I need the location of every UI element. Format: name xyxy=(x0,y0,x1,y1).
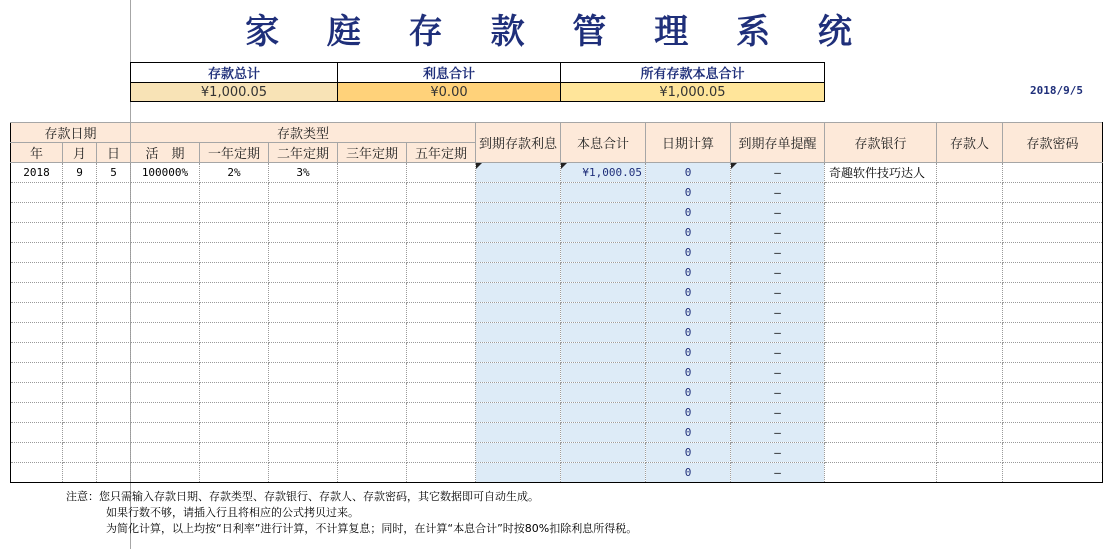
cell-5y[interactable] xyxy=(407,443,476,463)
cell-password[interactable] xyxy=(1003,363,1103,383)
cell-5y[interactable] xyxy=(407,183,476,203)
cell-3y[interactable] xyxy=(338,303,407,323)
header-days: 日期计算 xyxy=(646,123,731,163)
cell-total[interactable] xyxy=(561,463,646,483)
cell-1y[interactable] xyxy=(200,303,269,323)
header-year: 年 xyxy=(11,143,63,163)
cell-day[interactable] xyxy=(97,383,131,403)
cell-interest[interactable] xyxy=(476,383,561,403)
cell-2y[interactable] xyxy=(269,243,338,263)
cell-total[interactable] xyxy=(561,323,646,343)
cell-year[interactable] xyxy=(11,283,63,303)
cell-person[interactable] xyxy=(937,383,1003,403)
cell-interest[interactable] xyxy=(476,463,561,483)
cell-month[interactable] xyxy=(63,403,97,423)
cell-total[interactable] xyxy=(561,363,646,383)
cell-current[interactable] xyxy=(131,323,200,343)
cell-bank[interactable] xyxy=(825,303,937,323)
cell-2y[interactable] xyxy=(269,223,338,243)
cell-reminder[interactable]: – xyxy=(731,223,825,243)
table-row xyxy=(11,303,1103,323)
cell-bank[interactable] xyxy=(825,463,937,483)
cell-day[interactable] xyxy=(97,283,131,303)
cell-days[interactable]: 0 xyxy=(646,363,731,383)
table-row xyxy=(11,163,1103,183)
cell-day[interactable] xyxy=(97,203,131,223)
table-row xyxy=(11,423,1103,443)
cell-total[interactable] xyxy=(561,243,646,263)
cell-1y[interactable]: 2% xyxy=(200,163,269,183)
cell-current[interactable] xyxy=(131,383,200,403)
cell-password[interactable] xyxy=(1003,403,1103,423)
cell-2y[interactable] xyxy=(269,203,338,223)
cell-5y[interactable] xyxy=(407,343,476,363)
header-total: 本息合计 xyxy=(561,123,646,163)
cell-interest[interactable] xyxy=(476,283,561,303)
cell-day[interactable] xyxy=(97,403,131,423)
cell-5y[interactable] xyxy=(407,323,476,343)
cell-password[interactable] xyxy=(1003,323,1103,343)
cell-day[interactable] xyxy=(97,463,131,483)
cell-2y[interactable] xyxy=(269,303,338,323)
table-row xyxy=(11,223,1103,243)
cell-day[interactable] xyxy=(97,443,131,463)
cell-1y[interactable] xyxy=(200,423,269,443)
cell-month[interactable] xyxy=(63,243,97,263)
cell-person[interactable] xyxy=(937,183,1003,203)
cell-reminder[interactable]: – xyxy=(731,243,825,263)
cell-5y[interactable] xyxy=(407,243,476,263)
table-row xyxy=(11,383,1103,403)
cell-3y[interactable] xyxy=(338,383,407,403)
cell-2y[interactable] xyxy=(269,403,338,423)
cell-days[interactable]: 0 xyxy=(646,323,731,343)
cell-current[interactable] xyxy=(131,423,200,443)
cell-interest[interactable] xyxy=(476,243,561,263)
cell-year[interactable] xyxy=(11,203,63,223)
summary-value-interest-total[interactable]: ¥0.00 xyxy=(338,83,561,102)
cell-month[interactable] xyxy=(63,443,97,463)
cell-interest[interactable] xyxy=(476,323,561,343)
cell-year[interactable] xyxy=(11,363,63,383)
cell-1y[interactable] xyxy=(200,343,269,363)
cell-5y[interactable] xyxy=(407,303,476,323)
cell-1y[interactable] xyxy=(200,203,269,223)
header-reminder: 到期存单提醒 xyxy=(731,123,825,163)
cell-month[interactable] xyxy=(63,303,97,323)
summary-table xyxy=(130,62,825,102)
table-row xyxy=(11,463,1103,483)
cell-password[interactable] xyxy=(1003,263,1103,283)
cell-month[interactable] xyxy=(63,283,97,303)
header-1y: 一年定期 xyxy=(200,143,269,163)
cell-total[interactable] xyxy=(561,203,646,223)
cell-5y[interactable] xyxy=(407,263,476,283)
header-current: 活 期 xyxy=(131,143,200,163)
summary-header-deposit-total: 存款总计 xyxy=(131,63,338,83)
cell-person[interactable] xyxy=(937,423,1003,443)
summary-header-grand-total: 所有存款本息合计 xyxy=(561,63,825,83)
cell-interest[interactable] xyxy=(476,223,561,243)
cell-day[interactable] xyxy=(97,223,131,243)
cell-current[interactable]: 100000% xyxy=(131,163,200,183)
cell-interest[interactable] xyxy=(476,423,561,443)
cell-5y[interactable] xyxy=(407,203,476,223)
cell-day[interactable] xyxy=(97,323,131,343)
cell-year[interactable]: 2018 xyxy=(11,163,63,183)
cell-month[interactable] xyxy=(63,463,97,483)
cell-total[interactable] xyxy=(561,383,646,403)
cell-person[interactable] xyxy=(937,243,1003,263)
cell-year[interactable] xyxy=(11,343,63,363)
cell-day[interactable] xyxy=(97,343,131,363)
cell-interest[interactable] xyxy=(476,183,561,203)
cell-password[interactable] xyxy=(1003,243,1103,263)
cell-days[interactable]: 0 xyxy=(646,303,731,323)
header-deposit-date: 存款日期 xyxy=(11,123,131,143)
cell-5y[interactable] xyxy=(407,403,476,423)
cell-3y[interactable] xyxy=(338,403,407,423)
cell-2y[interactable] xyxy=(269,283,338,303)
cell-reminder[interactable]: – xyxy=(731,263,825,283)
header-person: 存款人 xyxy=(937,123,1003,163)
cell-1y[interactable] xyxy=(200,283,269,303)
cell-bank[interactable] xyxy=(825,283,937,303)
cell-interest[interactable] xyxy=(476,403,561,423)
cell-interest[interactable] xyxy=(476,363,561,383)
cell-reminder[interactable]: – xyxy=(731,203,825,223)
cell-reminder[interactable]: – xyxy=(731,383,825,403)
cell-current[interactable] xyxy=(131,343,200,363)
cell-person[interactable] xyxy=(937,463,1003,483)
cell-current[interactable] xyxy=(131,443,200,463)
cell-year[interactable] xyxy=(11,223,63,243)
cell-current[interactable] xyxy=(131,203,200,223)
cell-year[interactable] xyxy=(11,403,63,423)
cell-total[interactable] xyxy=(561,183,646,203)
cell-year[interactable] xyxy=(11,323,63,343)
cell-2y[interactable] xyxy=(269,183,338,203)
table-row xyxy=(11,363,1103,383)
cell-3y[interactable] xyxy=(338,263,407,283)
cell-days[interactable]: 0 xyxy=(646,223,731,243)
cell-5y[interactable] xyxy=(407,363,476,383)
cell-2y[interactable]: 3% xyxy=(269,163,338,183)
cell-3y[interactable] xyxy=(338,463,407,483)
cell-days[interactable]: 0 xyxy=(646,403,731,423)
cell-total[interactable] xyxy=(561,223,646,243)
cell-days[interactable]: 0 xyxy=(646,263,731,283)
cell-bank[interactable] xyxy=(825,423,937,443)
cell-1y[interactable] xyxy=(200,243,269,263)
cell-bank[interactable] xyxy=(825,383,937,403)
cell-2y[interactable] xyxy=(269,383,338,403)
current-date: 2018/9/5 xyxy=(1030,84,1083,97)
cell-password[interactable] xyxy=(1003,463,1103,483)
cell-reminder[interactable]: – xyxy=(731,423,825,443)
cell-interest[interactable] xyxy=(476,443,561,463)
cell-reminder[interactable]: – xyxy=(731,403,825,423)
cell-bank[interactable] xyxy=(825,203,937,223)
header-3y: 三年定期 xyxy=(338,143,407,163)
cell-days[interactable]: 0 xyxy=(646,283,731,303)
cell-bank[interactable] xyxy=(825,323,937,343)
cell-year[interactable] xyxy=(11,243,63,263)
cell-2y[interactable] xyxy=(269,263,338,283)
cell-bank[interactable] xyxy=(825,443,937,463)
summary-header-interest-total: 利息合计 xyxy=(338,63,561,83)
table-row xyxy=(11,183,1103,203)
cell-days[interactable]: 0 xyxy=(646,203,731,223)
cell-total[interactable]: ¥1,000.05 xyxy=(561,163,646,183)
cell-2y[interactable] xyxy=(269,443,338,463)
cell-5y[interactable] xyxy=(407,463,476,483)
cell-bank[interactable] xyxy=(825,223,937,243)
cell-current[interactable] xyxy=(131,283,200,303)
cell-1y[interactable] xyxy=(200,223,269,243)
table-row xyxy=(11,283,1103,303)
cell-3y[interactable] xyxy=(338,183,407,203)
cell-month[interactable] xyxy=(63,323,97,343)
table-row xyxy=(11,323,1103,343)
cell-year[interactable] xyxy=(11,303,63,323)
header-password: 存款密码 xyxy=(1003,123,1103,163)
cell-month[interactable] xyxy=(63,423,97,443)
cell-interest[interactable] xyxy=(476,203,561,223)
cell-reminder[interactable]: – xyxy=(731,463,825,483)
cell-total[interactable] xyxy=(561,283,646,303)
header-interest: 到期存款利息 xyxy=(476,123,561,163)
table-row xyxy=(11,243,1103,263)
cell-person[interactable] xyxy=(937,203,1003,223)
cell-reminder[interactable]: – xyxy=(731,303,825,323)
cell-password[interactable] xyxy=(1003,343,1103,363)
cell-year[interactable] xyxy=(11,423,63,443)
cell-3y[interactable] xyxy=(338,423,407,443)
note-line: 如果行数不够，请插入行且将相应的公式拷贝过来。 xyxy=(106,506,359,519)
cell-reminder[interactable]: – xyxy=(731,443,825,463)
cell-password[interactable] xyxy=(1003,423,1103,443)
cell-month[interactable] xyxy=(63,383,97,403)
cell-1y[interactable] xyxy=(200,463,269,483)
cell-2y[interactable] xyxy=(269,463,338,483)
cell-day[interactable] xyxy=(97,303,131,323)
cell-day[interactable] xyxy=(97,183,131,203)
cell-total[interactable] xyxy=(561,403,646,423)
cell-year[interactable] xyxy=(11,443,63,463)
cell-1y[interactable] xyxy=(200,363,269,383)
cell-day[interactable] xyxy=(97,423,131,443)
cell-reminder[interactable]: – xyxy=(731,363,825,383)
page-title: 家 庭 存 款 管 理 系 统 xyxy=(245,12,870,52)
cell-password[interactable] xyxy=(1003,163,1103,183)
cell-person[interactable] xyxy=(937,223,1003,243)
cell-password[interactable] xyxy=(1003,203,1103,223)
cell-interest[interactable] xyxy=(476,343,561,363)
cell-person[interactable] xyxy=(937,443,1003,463)
summary-value-grand-total[interactable]: ¥1,000.05 xyxy=(561,83,825,102)
cell-month[interactable] xyxy=(63,223,97,243)
cell-1y[interactable] xyxy=(200,383,269,403)
cell-2y[interactable] xyxy=(269,343,338,363)
cell-3y[interactable] xyxy=(338,163,407,183)
cell-2y[interactable] xyxy=(269,423,338,443)
cell-total[interactable] xyxy=(561,423,646,443)
cell-year[interactable] xyxy=(11,463,63,483)
note-line: 为简化计算，以上均按“日利率”进行计算，不计算复息；同时，在计算“本息合计”时按80%扣除利息所得税。 xyxy=(106,522,638,535)
cell-bank[interactable] xyxy=(825,363,937,383)
cell-5y[interactable] xyxy=(407,383,476,403)
cell-5y[interactable] xyxy=(407,423,476,443)
cell-bank[interactable] xyxy=(825,403,937,423)
cell-5y[interactable] xyxy=(407,223,476,243)
cell-interest[interactable] xyxy=(476,303,561,323)
deposit-table xyxy=(10,122,1103,483)
cell-year[interactable] xyxy=(11,383,63,403)
table-row xyxy=(11,203,1103,223)
cell-2y[interactable] xyxy=(269,323,338,343)
cell-3y[interactable] xyxy=(338,343,407,363)
cell-bank[interactable] xyxy=(825,183,937,203)
cell-person[interactable] xyxy=(937,363,1003,383)
cell-person[interactable] xyxy=(937,263,1003,283)
cell-total[interactable] xyxy=(561,443,646,463)
cell-person[interactable] xyxy=(937,283,1003,303)
cell-current[interactable] xyxy=(131,223,200,243)
cell-reminder[interactable]: – xyxy=(731,183,825,203)
cell-3y[interactable] xyxy=(338,223,407,243)
cell-current[interactable] xyxy=(131,463,200,483)
cell-year[interactable] xyxy=(11,183,63,203)
cell-current[interactable] xyxy=(131,303,200,323)
cell-bank[interactable]: 奇趣软件技巧达人 xyxy=(825,163,937,183)
cell-1y[interactable] xyxy=(200,443,269,463)
cell-day[interactable] xyxy=(97,363,131,383)
cell-3y[interactable] xyxy=(338,443,407,463)
cell-month[interactable] xyxy=(63,343,97,363)
cell-bank[interactable] xyxy=(825,343,937,363)
cell-interest[interactable] xyxy=(476,163,561,183)
cell-days[interactable]: 0 xyxy=(646,443,731,463)
cell-days[interactable]: 0 xyxy=(646,463,731,483)
cell-3y[interactable] xyxy=(338,203,407,223)
cell-bank[interactable] xyxy=(825,263,937,283)
cell-current[interactable] xyxy=(131,403,200,423)
cell-days[interactable]: 0 xyxy=(646,423,731,443)
cell-month[interactable] xyxy=(63,183,97,203)
cell-password[interactable] xyxy=(1003,183,1103,203)
cell-year[interactable] xyxy=(11,263,63,283)
table-row xyxy=(11,443,1103,463)
cell-password[interactable] xyxy=(1003,383,1103,403)
cell-3y[interactable] xyxy=(338,363,407,383)
table-row xyxy=(11,403,1103,423)
cell-interest[interactable] xyxy=(476,263,561,283)
cell-current[interactable] xyxy=(131,243,200,263)
cell-password[interactable] xyxy=(1003,283,1103,303)
cell-1y[interactable] xyxy=(200,323,269,343)
cell-5y[interactable] xyxy=(407,163,476,183)
table-row xyxy=(11,263,1103,283)
header-deposit-type: 存款类型 xyxy=(131,123,476,143)
cell-1y[interactable] xyxy=(200,183,269,203)
cell-total[interactable] xyxy=(561,303,646,323)
header-day: 日 xyxy=(97,143,131,163)
summary-value-deposit-total[interactable]: ¥1,000.05 xyxy=(131,83,338,102)
cell-person[interactable] xyxy=(937,163,1003,183)
cell-days[interactable]: 0 xyxy=(646,243,731,263)
cell-days[interactable]: 0 xyxy=(646,163,731,183)
cell-month[interactable] xyxy=(63,363,97,383)
cell-reminder[interactable]: – xyxy=(731,343,825,363)
cell-password[interactable] xyxy=(1003,303,1103,323)
cell-total[interactable] xyxy=(561,263,646,283)
cell-password[interactable] xyxy=(1003,223,1103,243)
cell-current[interactable] xyxy=(131,363,200,383)
cell-day[interactable]: 5 xyxy=(97,163,131,183)
cell-days[interactable]: 0 xyxy=(646,343,731,363)
cell-person[interactable] xyxy=(937,303,1003,323)
cell-month[interactable]: 9 xyxy=(63,163,97,183)
cell-reminder[interactable]: – xyxy=(731,163,825,183)
cell-reminder[interactable]: – xyxy=(731,283,825,303)
header-bank: 存款银行 xyxy=(825,123,937,163)
cell-days[interactable]: 0 xyxy=(646,383,731,403)
cell-reminder[interactable]: – xyxy=(731,323,825,343)
cell-month[interactable] xyxy=(63,263,97,283)
cell-1y[interactable] xyxy=(200,263,269,283)
header-5y: 五年定期 xyxy=(407,143,476,163)
cell-current[interactable] xyxy=(131,183,200,203)
header-2y: 二年定期 xyxy=(269,143,338,163)
cell-month[interactable] xyxy=(63,203,97,223)
cell-1y[interactable] xyxy=(200,403,269,423)
notes xyxy=(66,489,637,537)
header-month: 月 xyxy=(63,143,97,163)
cell-person[interactable] xyxy=(937,403,1003,423)
cell-total[interactable] xyxy=(561,343,646,363)
cell-days[interactable]: 0 xyxy=(646,183,731,203)
cell-3y[interactable] xyxy=(338,323,407,343)
cell-3y[interactable] xyxy=(338,283,407,303)
cell-5y[interactable] xyxy=(407,283,476,303)
cell-day[interactable] xyxy=(97,243,131,263)
note-line: 注意：您只需输入存款日期、存款类型、存款银行、存款人、存款密码，其它数据即可自动生成。 xyxy=(66,490,539,503)
cell-person[interactable] xyxy=(937,323,1003,343)
cell-2y[interactable] xyxy=(269,363,338,383)
cell-password[interactable] xyxy=(1003,443,1103,463)
cell-day[interactable] xyxy=(97,263,131,283)
cell-current[interactable] xyxy=(131,263,200,283)
cell-3y[interactable] xyxy=(338,243,407,263)
cell-person[interactable] xyxy=(937,343,1003,363)
cell-bank[interactable] xyxy=(825,243,937,263)
table-row xyxy=(11,343,1103,363)
